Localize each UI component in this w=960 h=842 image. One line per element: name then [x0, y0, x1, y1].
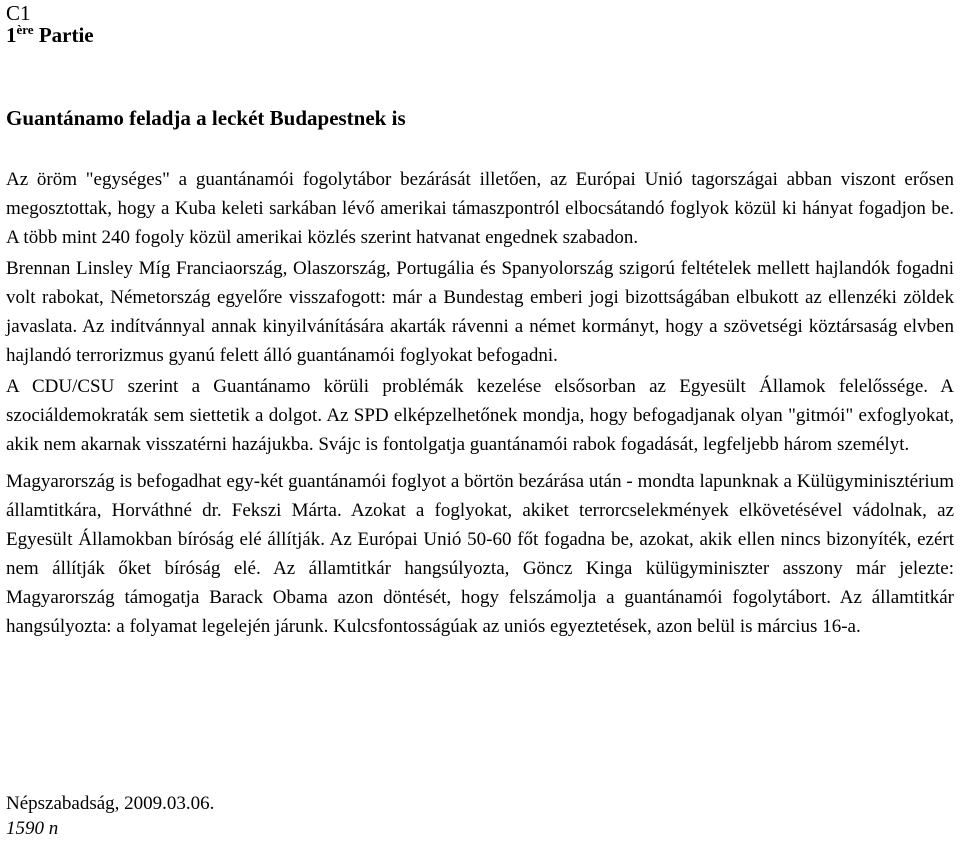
part-heading — [6, 22, 94, 48]
article-title: Guantánamo feladja a leckét Budapestnek is — [6, 106, 406, 130]
exercise-code: C1 — [6, 1, 31, 25]
article-source: Népszabadság, 2009.03.06. — [6, 793, 215, 814]
paragraph-4: Magyarország is befogadhat egy-két guantánamói foglyot a börtön bezárása után - mondta lapunknak a Külügyminisztérium államtitkára, Horváthné dr. Fekszi Márta. Azokat a foglyokat, akiket terrorcselekmények elkövetésével vádolnak, az Egyesült Államokban bíróság elé állítják. Az Európai Unió 50-60 főt fogadna be, azokat, akik ellen nincs bizonyíték, ezért nem állítják őket bíróság elé. Az államtitkár hangsúlyozta, Göncz Kinga külügyminiszter asszony már jelezte: Magyarország támogatja Barack Obama azon döntését, hogy felszámolja a guantánamói fogolytábort. Az államtitkár hangsúlyozta: a folyamat legelején járunk. Kulcsfontosságúak az uniós egyeztetések, azon belül is március 16-a. — [6, 471, 954, 637]
character-count: 1590 n — [6, 818, 59, 839]
part-suffix: ère — [16, 22, 34, 37]
article-body — [6, 165, 954, 641]
paragraph-3: A CDU/CSU szerint a Guantánamo körüli problémák kezelése elsősorban az Egyesült Államok felelőssége. A szociáldemokraták sem siettetik a dolgot. Az SPD elképzelhetőnek mondja, hogy befogadjanak olyan "gitmói" exfoglyokat, akik nem akarnak visszatérni hazájukba. Svájc is fontolgatja guantánamói rabok fogadását, legfeljebb három személyt. — [6, 376, 954, 455]
part-number: 1 — [6, 23, 17, 47]
paragraph-1: Az öröm "egységes" a guantánamói fogolytábor bezárását illetően, az Európai Unió tagországai abban viszont erősen megosztottak, hogy a Kuba keleti sarkában lévő amerikai támaszpontról elbocsátandó foglyok közül ki hányat fogadjon be. A több mint 240 fogoly közül amerikai közlés szerint hatvanat engednek szabadon. — [6, 169, 954, 248]
paragraph-2: Brennan Linsley Míg Franciaország, Olaszország, Portugália és Spanyolország szigorú feltételek mellett hajlandók fogadni volt rabokat, Németország egyelőre visszafogott: már a Bundestag emberi jogi bizottságában elbukott az ellenzéki zöldek javaslata. Az indítvánnyal annak kinyilvánítására akarták rávenni a német kormányt, hogy a szövetségi köztársaság elvben hajlandó terrorizmus gyanú felett álló guantánamói foglyokat befogadni. — [6, 258, 954, 366]
part-label: Partie — [33, 23, 94, 47]
